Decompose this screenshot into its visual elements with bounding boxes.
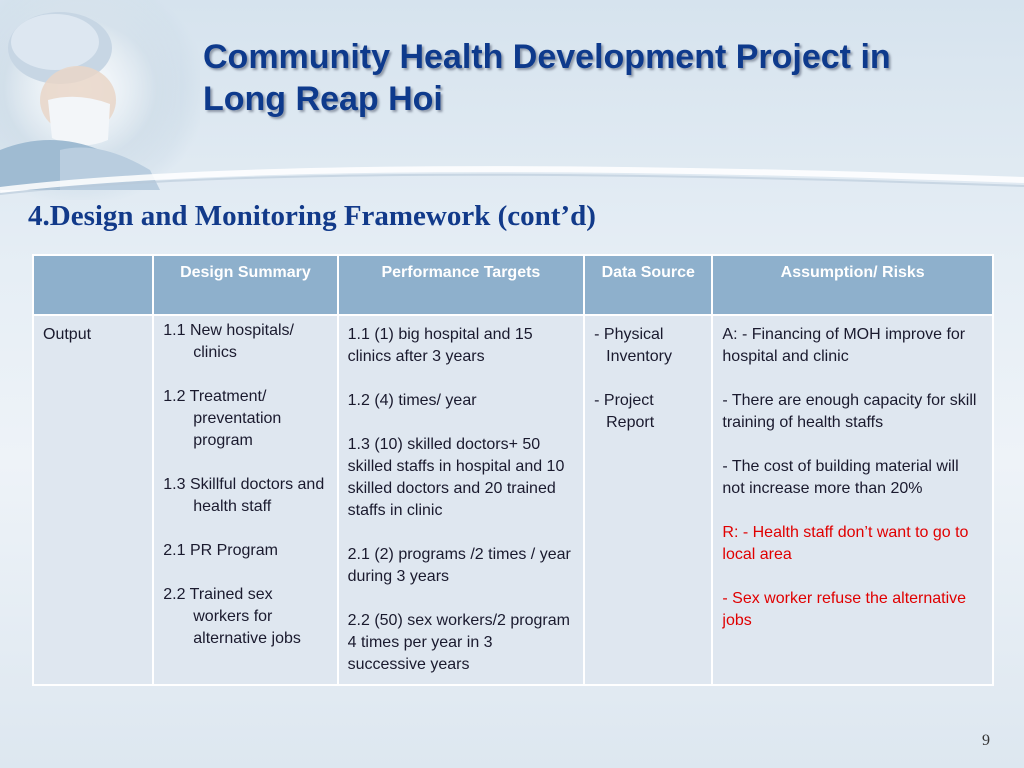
data-source-item: - Physical Inventory: [594, 326, 672, 365]
row-label-cell: [33, 315, 153, 685]
row-label: Output: [43, 326, 92, 343]
header-assumption-risks: Assumption/ Risks: [712, 255, 993, 315]
design-summary-item: 1.3 Skillful doctors and health staff: [163, 476, 325, 515]
design-summary-item: 1.2 Treatment/ preventation program: [163, 388, 282, 449]
header-design-summary: Design Summary: [153, 255, 337, 315]
design-summary-item: 1.1 New hospitals/ clinics: [163, 322, 294, 361]
performance-target-item: 1.1 (1) big hospital and 15 clinics after 3 years: [347, 326, 533, 365]
page-number: 9: [982, 732, 990, 749]
performance-target-item: 2.2 (50) sex workers/2 program 4 times per year in 3 successive years: [347, 612, 570, 673]
header-cell-blank: [33, 255, 153, 315]
risk-item: R: - Health staff don’t want to go to local area: [722, 524, 969, 563]
design-summary-cell: [153, 315, 337, 685]
performance-targets-cell: [338, 315, 585, 685]
assumption-item: - The cost of building material will not increase more than 20%: [722, 458, 959, 497]
data-source-item: - Project Report: [594, 392, 655, 431]
performance-target-item: 1.3 (10) skilled doctors+ 50 skilled staffs in hospital and 10 skilled doctors and 20 trained staffs in clinic: [347, 436, 565, 519]
performance-target-item: 1.2 (4) times/ year: [347, 392, 477, 409]
table-header-row: [33, 255, 993, 315]
performance-target-item: 2.1 (2) programs /2 times / year during 3 years: [347, 546, 571, 585]
assumption-item: - There are enough capacity for skill training of health staffs: [722, 392, 977, 431]
assumption-item: A: - Financing of MOH improve for hospital and clinic: [722, 326, 966, 365]
section-heading: 4.Design and Monitoring Framework (cont’d): [28, 200, 596, 232]
risk-item: - Sex worker refuse the alternative jobs: [722, 590, 967, 629]
header-performance-targets: Performance Targets: [338, 255, 585, 315]
header-data-source: Data Source: [584, 255, 712, 315]
table-row: [33, 315, 993, 685]
design-monitoring-table: [32, 254, 994, 686]
design-summary-item: 2.1 PR Program: [163, 542, 278, 559]
data-source-cell: [584, 315, 712, 685]
assumption-risks-cell: [712, 315, 993, 685]
design-summary-item: 2.2 Trained sex workers for alternative jobs: [163, 586, 301, 647]
slide-title: Community Health Development Project in Long Reap Hoi: [203, 38, 891, 118]
